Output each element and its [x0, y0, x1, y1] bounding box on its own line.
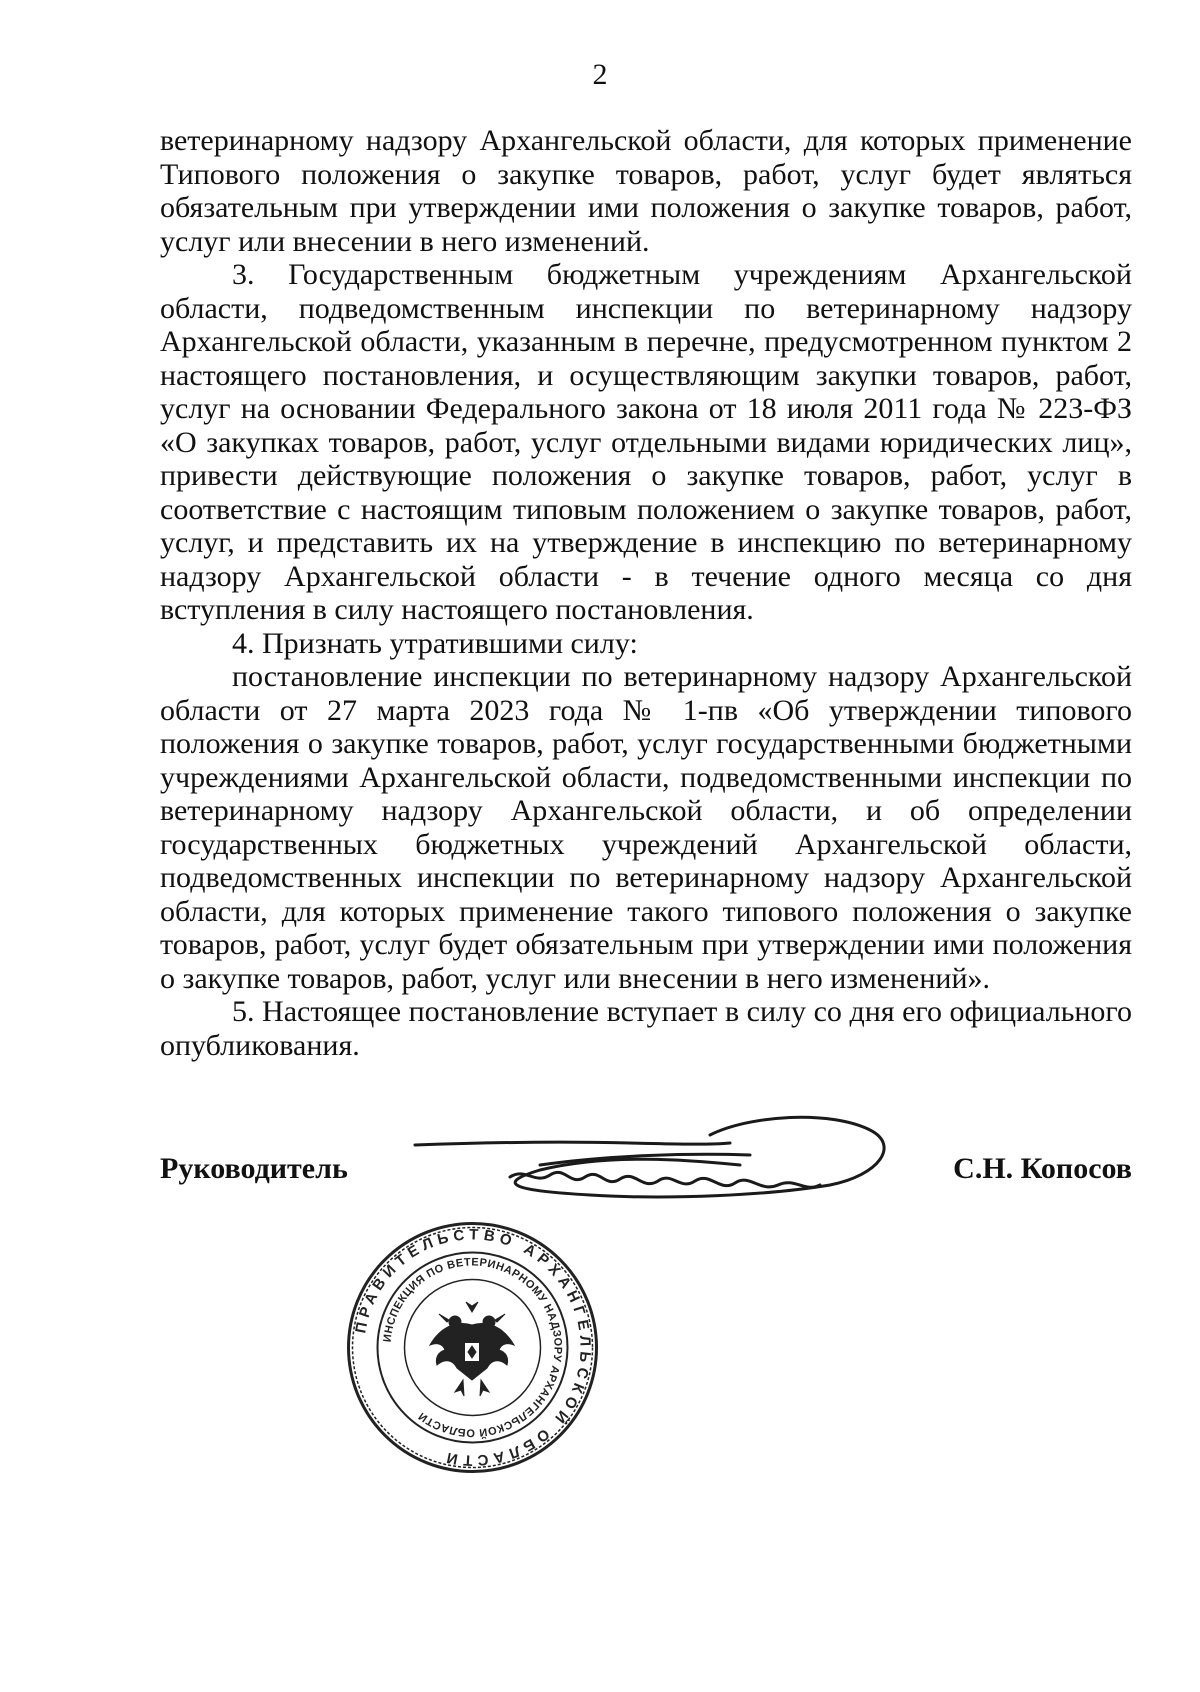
- paragraph-4: 4. Признать утратившими силу:: [232, 626, 638, 660]
- signatory-name: С.Н. Копосов: [953, 1152, 1132, 1185]
- seal-inner-text: ИНСПЕКЦИЯ ПО ВЕТЕРИНАРНОМУ НАДЗОРУ АРХАНГЕЛЬСКОЙ ОБЛАСТИ: [381, 1256, 564, 1439]
- signatory-title: Руководитель: [160, 1152, 348, 1185]
- paragraph-5: 5. Настоящее постановление вступает в силу со дня его официального опубликования.: [160, 995, 1132, 1062]
- seal-outer-text: ПРАВИТЕЛЬСТВО АРХАНГЕЛЬСКОЙ ОБЛАСТИ: [352, 1226, 594, 1469]
- paragraph-3: 3. Государственным бюджетным учреждениям Архангельской области, подведомственным инспекции по ветеринарному надзору Архангельской области, указанным в перечне, предусмотренном пунктом 2 настоящего постановления, и осуществляющим закупки товаров, работ, услуг на основании Федерального закона от 18 июля 2011 года № 223-ФЗ «О закупках товаров, работ, услуг отдельными видами юридических лиц», привести действующие положения о закупке товаров, работ, услуг в соответствие с настоящим типовым положением о закупке товаров, работ, услуг, и представить их на утверждение в инспекцию по ветеринарному надзору Архангельской области - в течение одного месяца со дня вступления в силу настоящего постановления.: [160, 258, 1132, 626]
- page-number: 2: [592, 58, 608, 91]
- official-seal: [345, 1220, 600, 1475]
- double-headed-eagle-emblem: [430, 1302, 514, 1396]
- handwritten-signature: [410, 1105, 910, 1215]
- paragraph-4-item: постановление инспекции по ветеринарному надзору Архангельской области от 27 марта 2023 года № 1-пв «Об утверждении типового положения о закупке товаров, работ, услуг государственными бюджетными учреждениями Архангельской области, подведомственными инспекции по ветеринарному надзору Архангельской области, и об определении государственных бюджетных учреждений Архангельской области, подведомственных инспекции по ветеринарному надзору Архангельской области, для которых применение такого типового положения о закупке товаров, работ, услуг будет обязательным при утверждении ими положения о закупке товаров, работ, услуг или внесении в него изменений».: [160, 660, 1132, 995]
- paragraph-continuation: ветеринарному надзору Архангельской области, для которых применение Типового положения о закупке товаров, работ, услуг будет являться обязательным при утверждении ими положения о закупке товаров, работ, услуг или внесении в него изменений.: [160, 124, 1132, 258]
- document-body: [160, 124, 1132, 1062]
